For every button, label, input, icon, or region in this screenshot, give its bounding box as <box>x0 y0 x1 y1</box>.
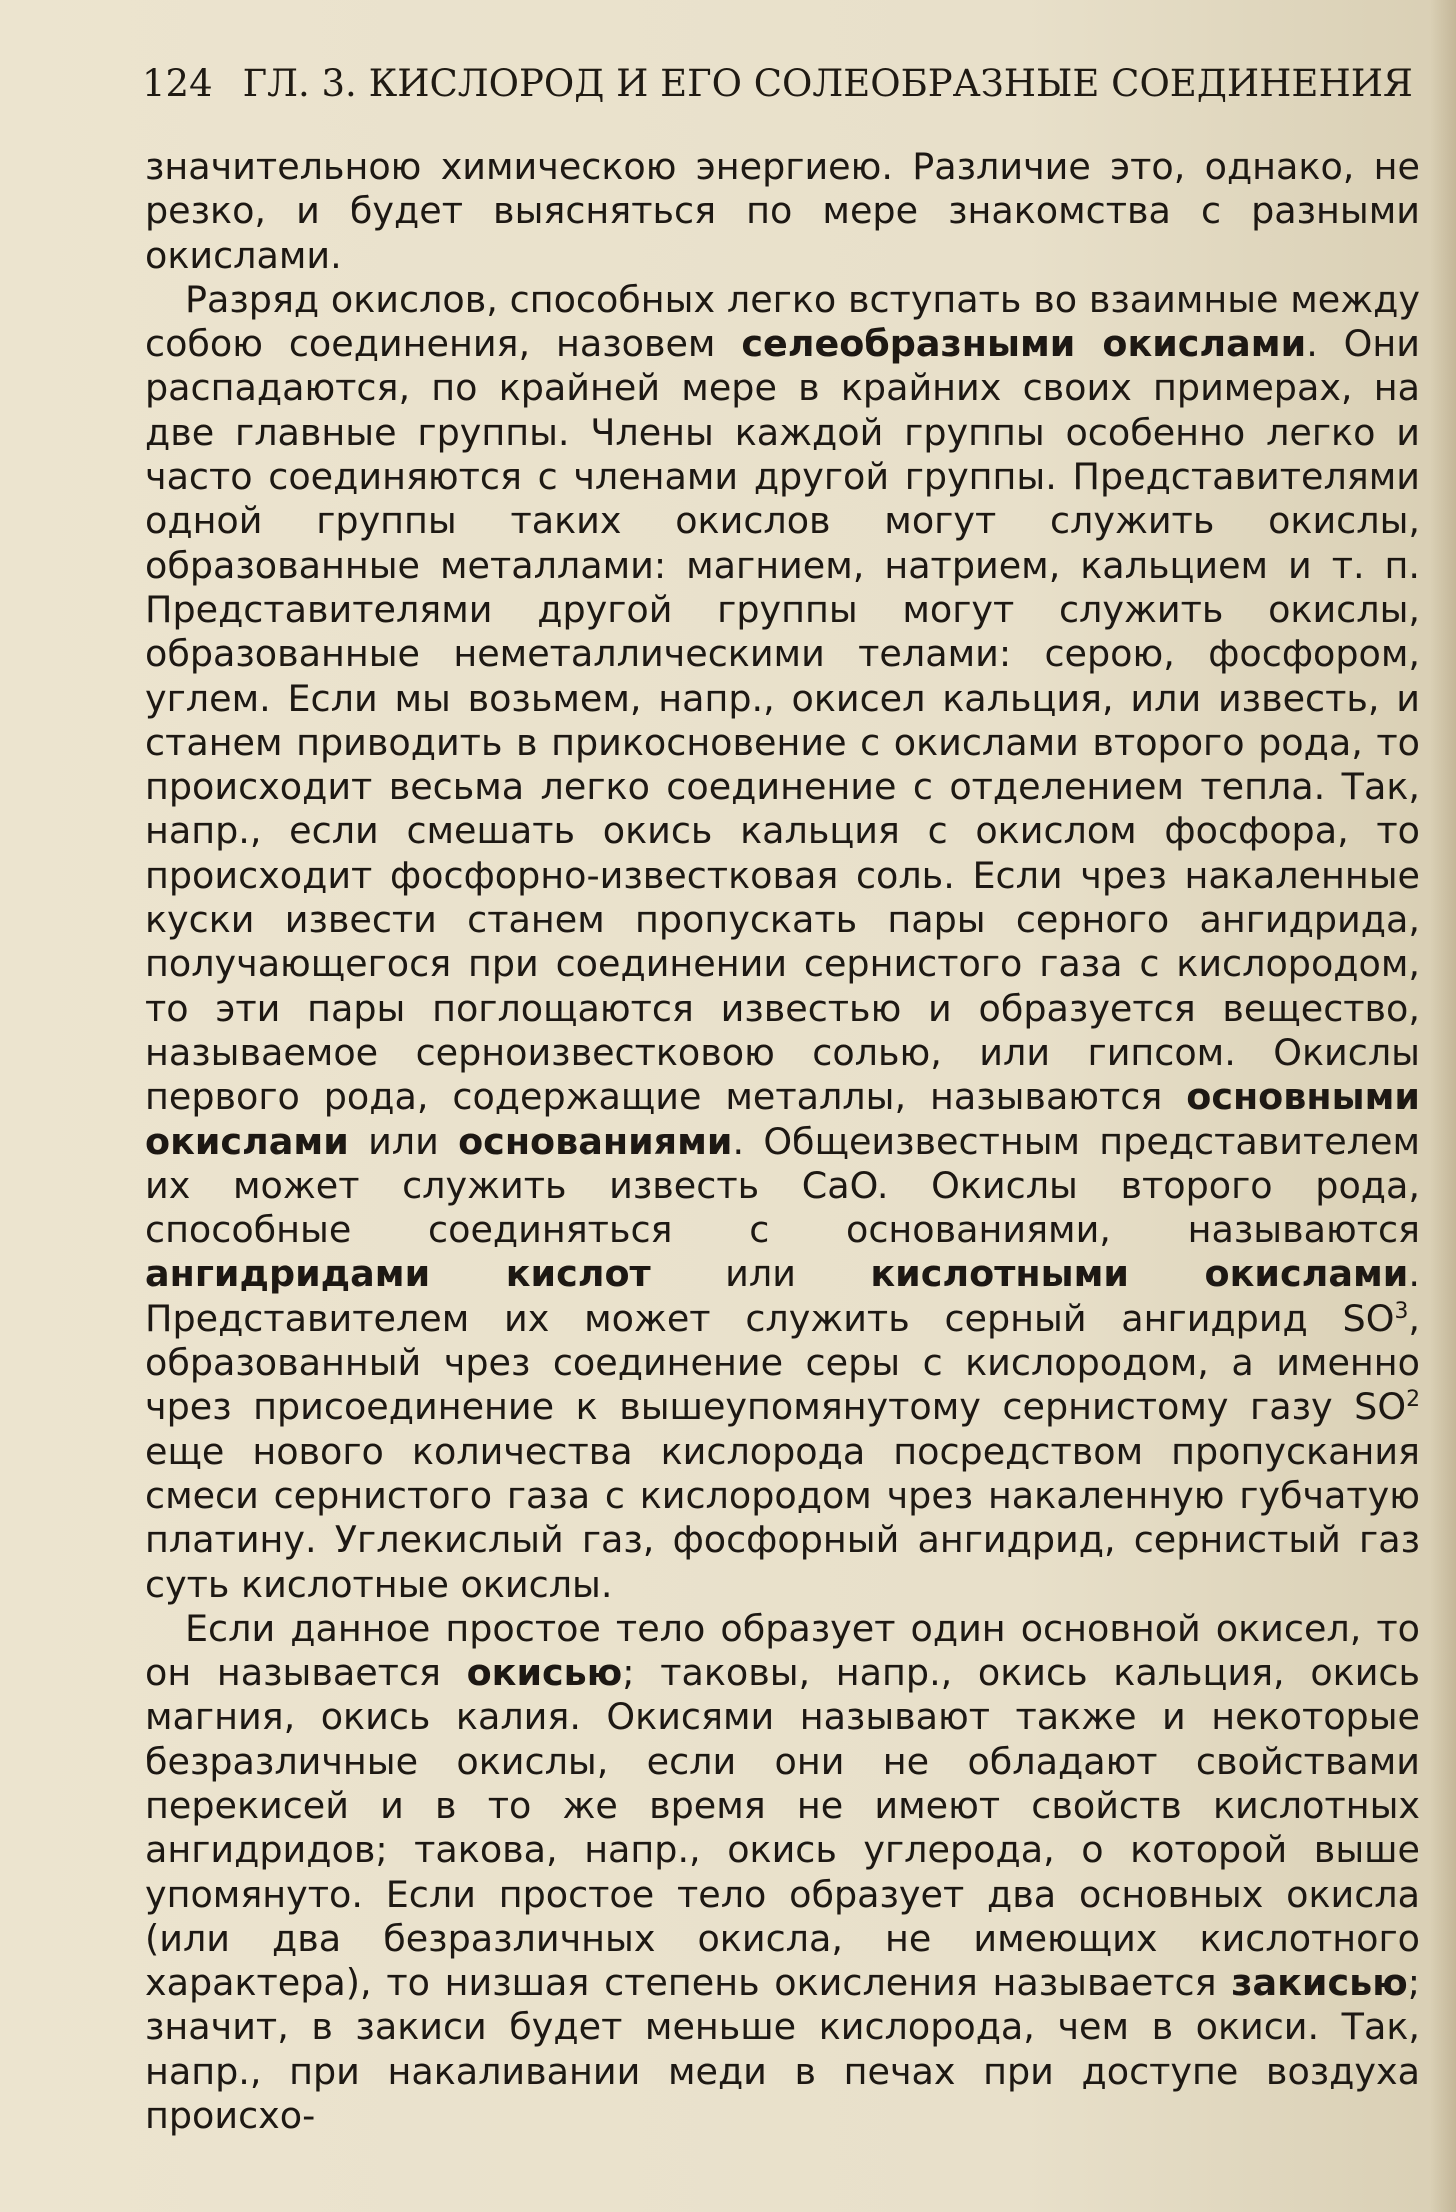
bold-term: селеобразными окислами <box>741 322 1307 366</box>
text-run: еще нового количества кислорода посредством пропускания смеси сернистого газа с кислородом чрез накаленную губчатую платину. Углекислый газ, фосфорный ангидрид, сернистый газ суть кислотные окислы. <box>145 1429 1420 1606</box>
text-run: Если данное простое тело образует один основной окисел, то он называется <box>145 1606 1420 1695</box>
text-run: . Они распадаются, по крайней мере в крайних своих примерах, на две главные группы. Члены каждой группы особенно легко и часто соединяются с членами другой группы. Представителями одной группы таких окислов могут служить окислы, образованные металлами: магнием, натрием, кальцием и т. п. Представителями другой группы могут служить окислы, образованные неметаллическими телами: серою, фосфором, углем. Если мы возьмем, напр., окисел кальция, или известь, и станем приводить в прикосновение с окислами второго рода, то происходит весьма легко соединение с отделением тепла. Так, напр., если смешать окись кальция с окислом фосфора, то происходит фосфорно-известковая соль. Если чрез накаленные куски извести станем пропускать пары серного ангидрида, получающегося при соединении сернистого газа с кислородом, то эти пары поглощаются известью и образуется вещество, называемое серноизвестковою солью, или гипсом. Окислы первого рода, содержащие металлы, называются <box>145 322 1420 1119</box>
superscript: 2 <box>1406 1387 1420 1413</box>
bold-term: ангидридами кислот <box>145 1252 651 1296</box>
text-run: . Общеизвестным представителем их может служить известь CaO. Окислы второго рода, способные соединяться с основаниями, называются <box>145 1119 1420 1252</box>
bold-term: основными окислами <box>145 1075 1420 1163</box>
page-number: 124 <box>142 62 213 105</box>
bold-term: основаниями <box>458 1119 733 1163</box>
text-run: значительною химическою энергиею. Различие это, однако, не резко, и будет выясняться по мере знакомства с разными окислами. <box>145 145 1420 277</box>
page-edge-shadow <box>1430 0 1456 2212</box>
text-run: или <box>348 1119 459 1163</box>
text-run: ; таковы, напр., окись кальция, окись магния, окись калия. Окисями называют также и некоторые безразличные окислы, если они не обладают свойствами перекисей и в то же время не имеют свойств кислотных ангидридов; такова, напр., окись углерода, о которой выше упомянуто. Если простое тело образует два основных окисла (или два безразличных окисла, не имеющих кислотного характера), то низшая степень окисления называется <box>145 1651 1420 2005</box>
bold-term: закисью <box>1231 1961 1408 2005</box>
text-run: , образованный чрез соединение серы с кислородом, а именно чрез присоединение к вышеупомянутому сернистому газу SO <box>145 1296 1420 1429</box>
text-run: или <box>650 1252 871 1296</box>
paragraph-1 <box>145 145 1420 278</box>
body-text <box>145 145 1420 2138</box>
running-header <box>142 62 1413 105</box>
text-run: ; значит, в закиси будет меньше кислорода, чем в окиси. Так, напр., при накаливании меди в печах при доступе воздуха происхо- <box>145 1961 1420 2138</box>
bold-term: окисью <box>466 1651 623 1695</box>
superscript: 3 <box>1394 1298 1409 1324</box>
bold-term: кислотными окислами <box>870 1252 1409 1296</box>
paragraph-2 <box>145 278 1420 1607</box>
paragraph-3 <box>145 1607 1420 2139</box>
running-title: ГЛ. 3. КИСЛОРОД И ЕГО СОЛЕОБРАЗНЫЕ СОЕДИНЕНИЯ <box>242 62 1413 105</box>
text-run: . Представителем их может служить серный ангидрид SO <box>145 1252 1420 1340</box>
text-run: Разряд окислов, способных легко вступать во взаимные между собою соединения, назовем <box>145 277 1420 366</box>
